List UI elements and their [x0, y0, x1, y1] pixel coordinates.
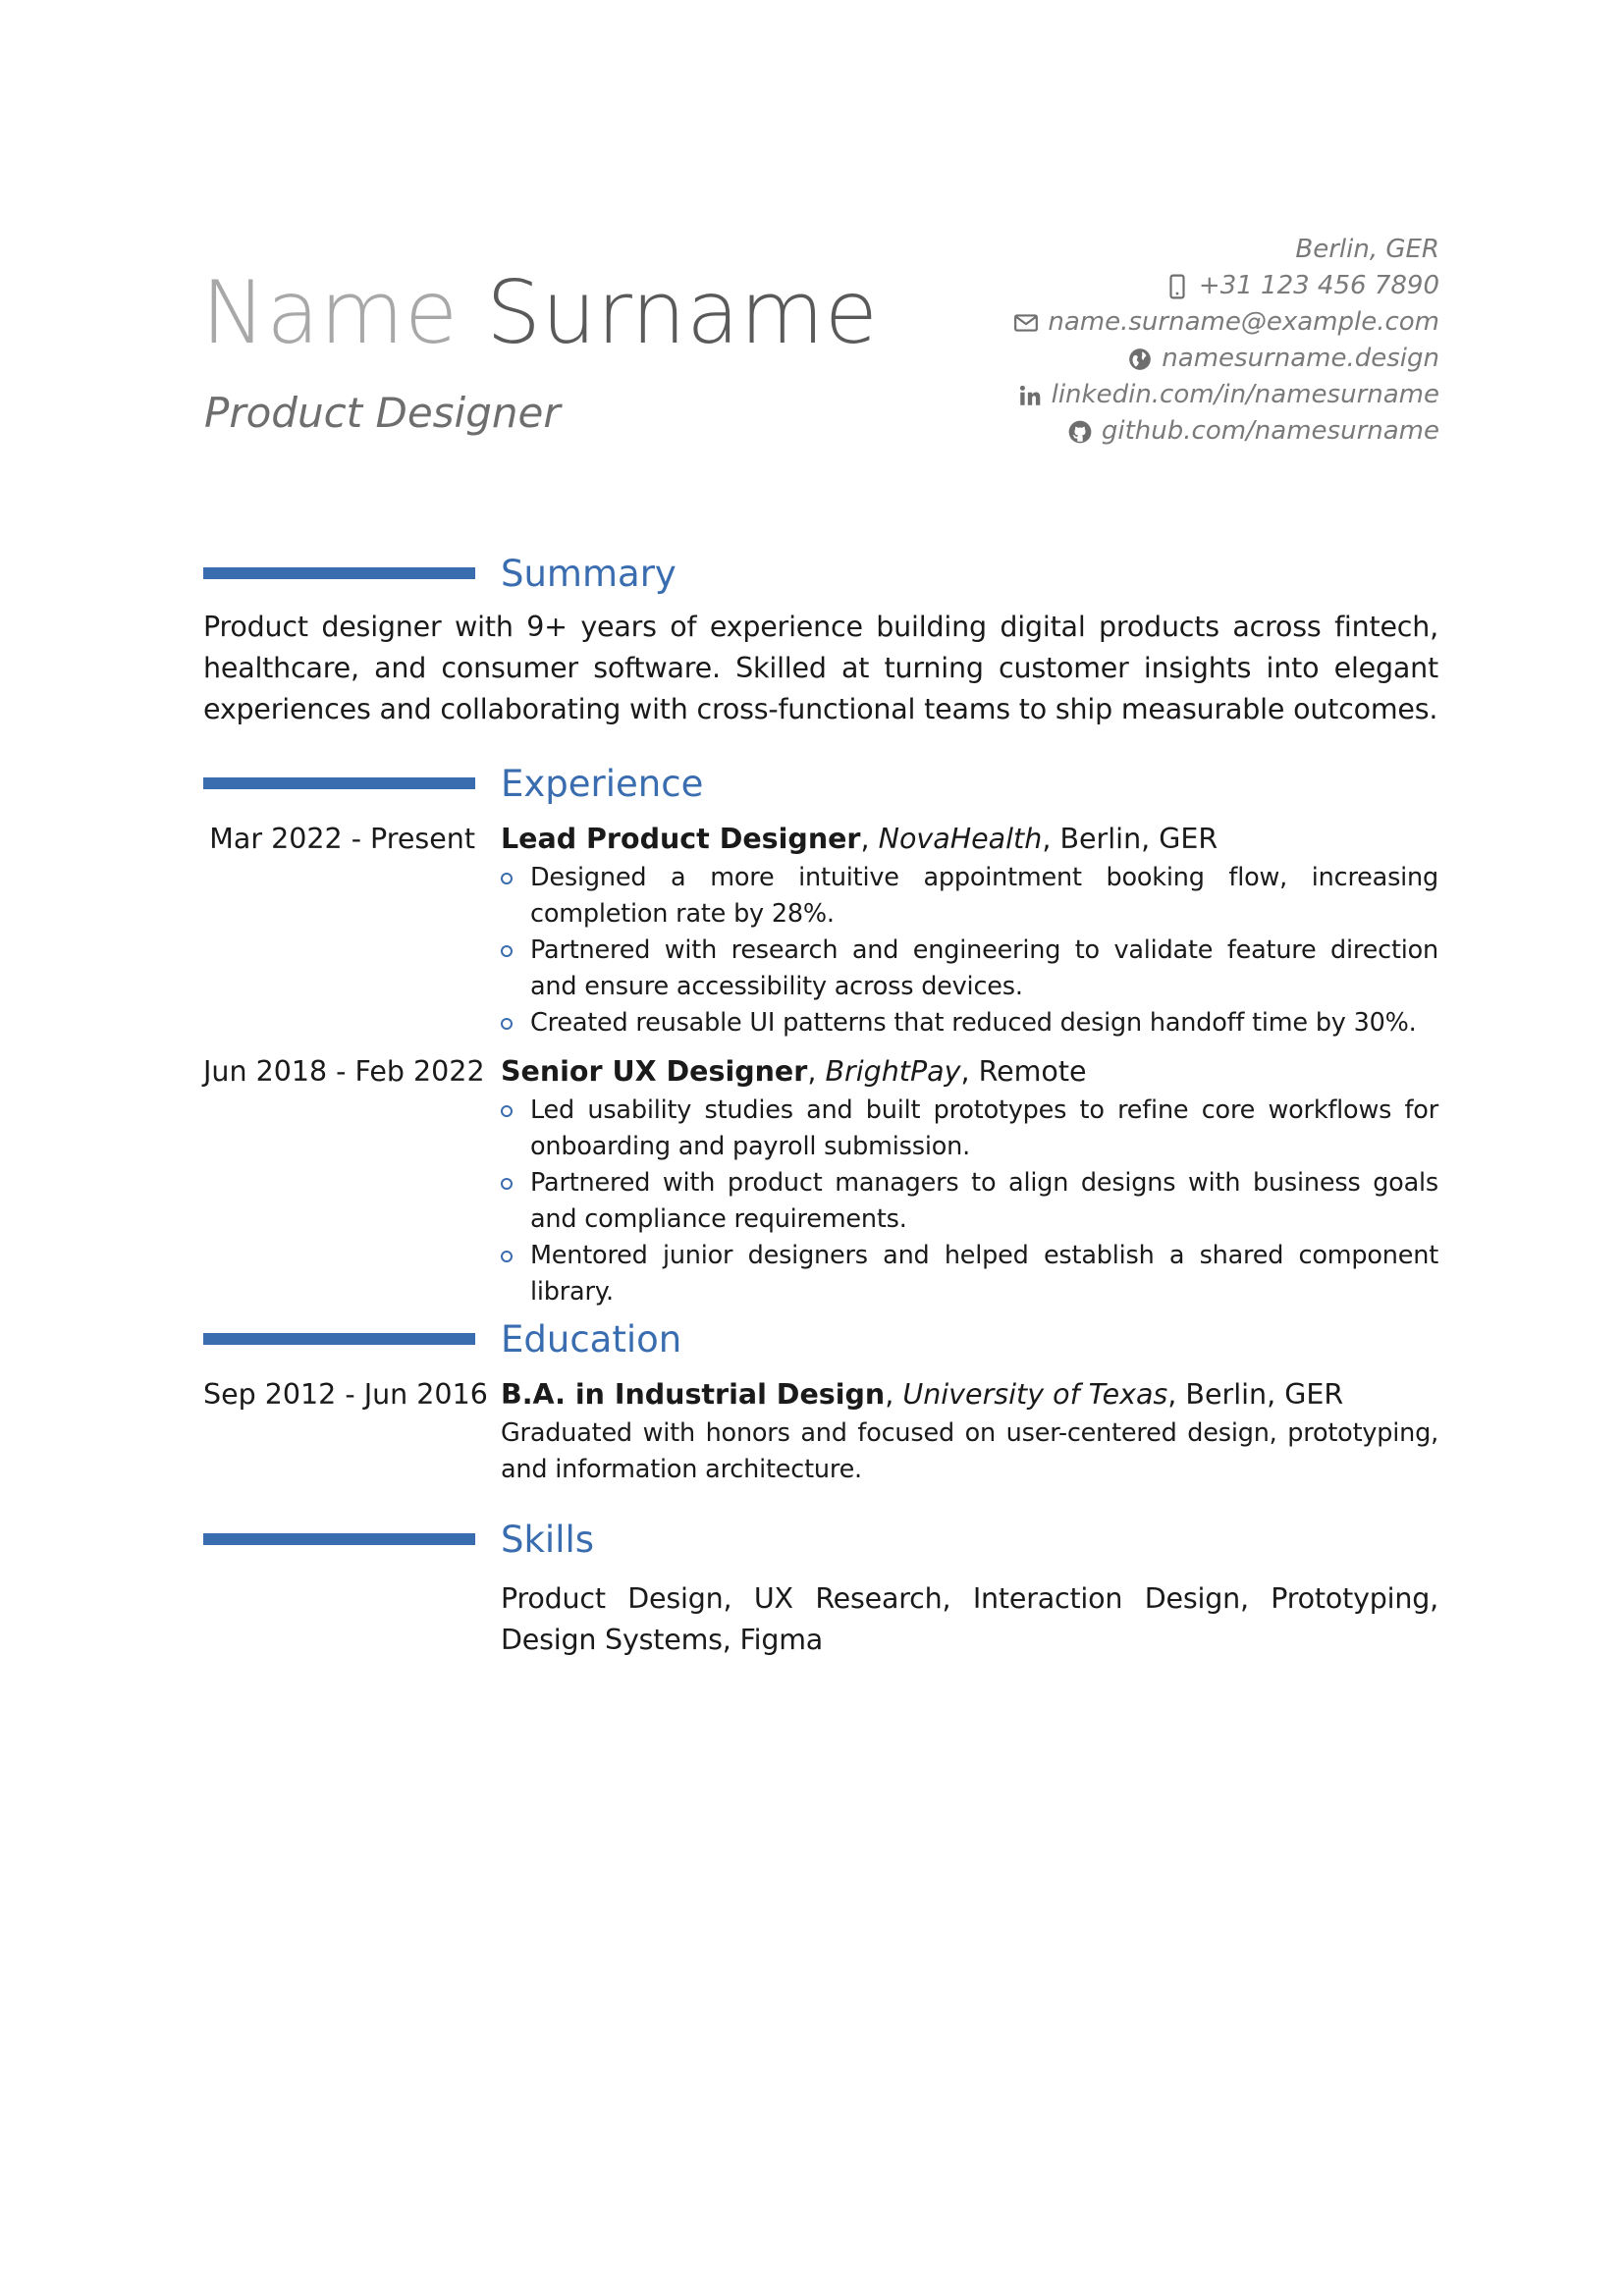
- section-title: Education: [501, 1318, 682, 1361]
- envelope-icon: [1012, 309, 1040, 337]
- location-text: Berlin, GER: [1295, 235, 1439, 264]
- experience-entry: [203, 1051, 1438, 1310]
- bullet-circle-icon: [501, 1251, 513, 1262]
- bullet-circle-icon: [501, 1018, 513, 1030]
- summary-text: Product designer with 9+ years of experience building digital products across fintech, healthcare, and consumer software. Skilled at turning customer insights into elegant experiences and collaborating with cross-functional teams to ship measurable outcomes.: [203, 611, 1438, 725]
- section-title: Skills: [501, 1519, 595, 1561]
- bullet-circle-icon: [501, 1105, 513, 1117]
- bullet-text: Designed a more intuitive appointment booking flow, increasing completion rate by 28%.: [530, 863, 1438, 929]
- entry-location: Remote: [978, 1055, 1087, 1088]
- bullet-circle-icon: [501, 873, 513, 884]
- entry-title: Lead Product Designer: [501, 823, 861, 855]
- entry-description: Graduated with honors and focused on user-centered design, prototyping, and information architecture.: [501, 1418, 1438, 1484]
- list-item: [501, 1093, 1438, 1165]
- candidate-name: [201, 262, 879, 363]
- bullet-text: Partnered with research and engineering to validate feature direction and ensure accessibility across devices.: [530, 935, 1438, 1001]
- experience-section: [203, 760, 1438, 1310]
- linkedin-link: linkedin.com/in/namesurname: [1051, 380, 1439, 409]
- summary-section: [203, 550, 1438, 730]
- section-header: [203, 550, 1438, 599]
- bullet-text: Mentored junior designers and helped establish a shared component library.: [530, 1241, 1438, 1307]
- education-section: [203, 1315, 1438, 1488]
- entry-organization: BrightPay: [825, 1055, 961, 1088]
- entry-heading: Lead Product Designer, NovaHealth, Berlin, GER: [501, 823, 1218, 855]
- github-link: github.com/namesurname: [1101, 416, 1439, 446]
- entry-body: [501, 1374, 1438, 1488]
- entry-heading: B.A. in Industrial Design, University of Texas, Berlin, GER: [501, 1378, 1344, 1411]
- bullet-circle-icon: [501, 1178, 513, 1190]
- entry-title: Senior UX Designer: [501, 1055, 808, 1088]
- skills-text: Product Design, UX Research, Interaction Design, Prototyping, Design Systems, Figma: [501, 1582, 1438, 1656]
- globe-icon: [1126, 346, 1154, 373]
- entry-title: B.A. in Industrial Design: [501, 1378, 886, 1411]
- section-header: [203, 1315, 1438, 1364]
- list-item: [501, 933, 1438, 1005]
- education-entry: [203, 1374, 1438, 1488]
- contact-info: [1012, 232, 1439, 450]
- contact-location: [1012, 232, 1439, 268]
- entry-date: Sep 2012 - Jun 2016: [203, 1378, 488, 1411]
- entry-organization: University of Texas: [902, 1378, 1168, 1411]
- entry-date: Jun 2018 - Feb 2022: [203, 1055, 485, 1088]
- mobile-phone-icon: [1164, 273, 1191, 300]
- list-item: [501, 1165, 1438, 1238]
- section-rule: [203, 777, 475, 789]
- contact-phone[interactable]: [1012, 268, 1439, 304]
- section-rule: [203, 1333, 475, 1345]
- website-link: namesurname.design: [1162, 344, 1439, 373]
- entry-location: Berlin, GER: [1059, 823, 1218, 855]
- bullet-circle-icon: [501, 945, 513, 957]
- section-rule: [203, 567, 475, 579]
- entry-body: [501, 1051, 1438, 1310]
- section-title: Summary: [501, 553, 677, 595]
- contact-email[interactable]: [1012, 304, 1439, 341]
- first-name: Name: [201, 262, 459, 363]
- bullet-text: Partnered with product managers to align designs with business goals and compliance requirements.: [530, 1168, 1438, 1234]
- section-header: [203, 1516, 1438, 1565]
- list-item: [501, 1238, 1438, 1310]
- phone-text: +31 123 456 7890: [1198, 271, 1439, 300]
- linkedin-icon: [1016, 382, 1044, 409]
- entry-location: Berlin, GER: [1185, 1378, 1344, 1411]
- entry-heading: Senior UX Designer, BrightPay, Remote: [501, 1055, 1087, 1088]
- last-name: Surname: [486, 262, 879, 363]
- entry-date: Mar 2022 - Present: [209, 823, 475, 855]
- job-position: Product Designer: [204, 389, 561, 437]
- contact-linkedin[interactable]: [1012, 377, 1439, 413]
- skills-section: [203, 1516, 1438, 1661]
- section-rule: [203, 1533, 475, 1545]
- skills-body: [501, 1578, 1438, 1661]
- section-header: [203, 760, 1438, 809]
- contact-website[interactable]: [1012, 341, 1439, 377]
- list-item: [501, 1005, 1438, 1041]
- entry-organization: NovaHealth: [878, 823, 1043, 855]
- entry-bullets: [501, 860, 1438, 1041]
- github-icon: [1066, 418, 1094, 446]
- experience-entry: [203, 819, 1438, 1041]
- entry-bullets: [501, 1093, 1438, 1310]
- bullet-text: Created reusable UI patterns that reduced design handoff time by 30%.: [530, 1008, 1417, 1038]
- list-item: [501, 860, 1438, 933]
- email-link: name.surname@example.com: [1048, 307, 1439, 337]
- bullet-text: Led usability studies and built prototypes to refine core workflows for onboarding and payroll submission.: [530, 1095, 1438, 1161]
- contact-github[interactable]: [1012, 413, 1439, 450]
- entry-body: [501, 819, 1438, 1041]
- section-title: Experience: [501, 763, 704, 805]
